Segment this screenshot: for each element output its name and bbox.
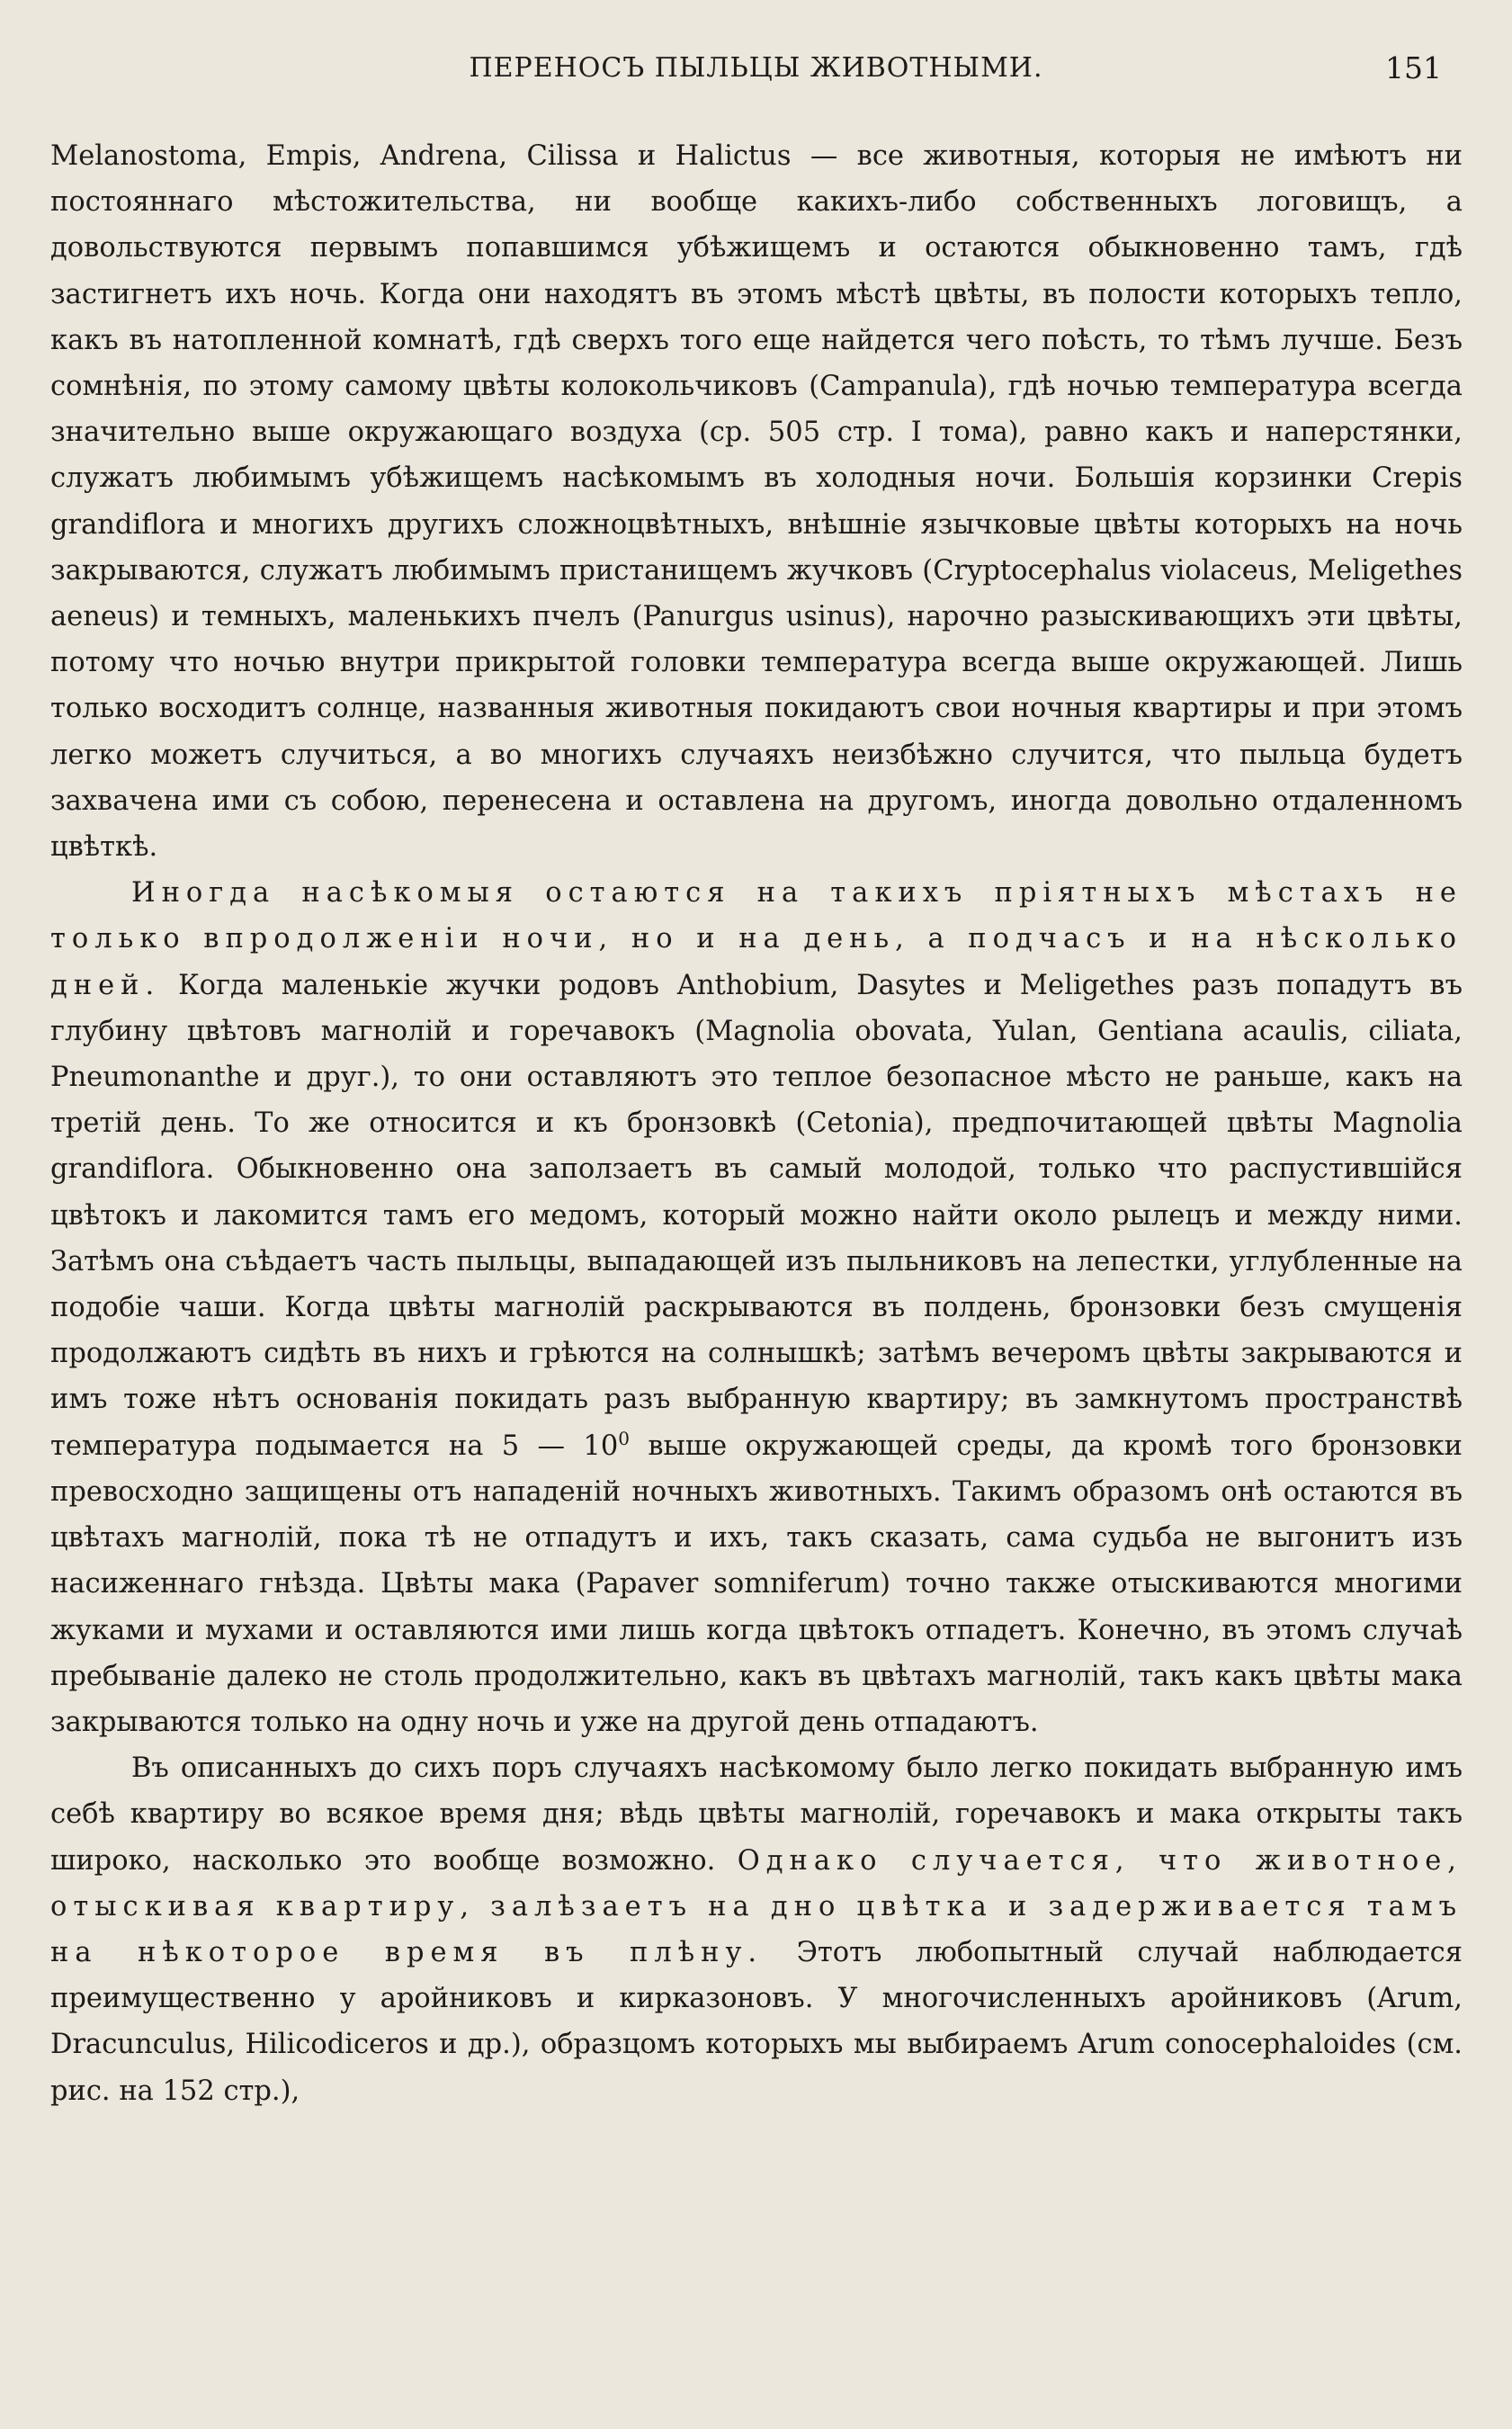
- running-head: [45, 36, 1467, 99]
- paragraph-2-emphasis: Иногда насѣкомыя остаются на такихъ пріятныхъ мѣстахъ не только впродолженіи ночи, но и на день, а подчасъ и на нѣсколько дней.: [50, 877, 1463, 1001]
- paragraph-2-text-a: Когда маленькіе жучки родовъ Anthobium, Dasytes и Meligethes разъ попадутъ въ глубину цвѣтовъ магнолій и горечавокъ (Magnolia obovata, Yulan, Gentiana acaulis, ciliata, Pneumonanthe и друг.), то они оставляютъ это теплое безопасное мѣсто не раньше, какъ на третій день. То же относится и къ бронзовкѣ (Cetonia), предпочитающей цвѣты Magnolia grandiflora. Обыкновенно она заползаетъ въ самый молодой, только что распустившійся цвѣтокъ и лакомится тамъ его медомъ, который можно найти около рылецъ и между ними. Затѣмъ она съѣдаетъ часть пыльцы, выпадающей изъ пыльниковъ на лепестки, углубленные на подобіе чаши. Когда цвѣты магнолій раскрываются въ полдень, бронзовки безъ смущенія продолжаютъ сидѣть въ нихъ и грѣются на солнышкѣ; затѣмъ вечеромъ цвѣты закрываются и имъ тоже нѣтъ основанія покидать разъ выбранную квартиру; въ замкнутомъ пространствѣ температура подымается на 5 — 10: [50, 969, 1463, 1462]
- paragraph-3: [50, 1745, 1463, 2114]
- degree-superscript: 0: [618, 1427, 630, 1449]
- paragraph-3-emphasis: Однако случается, что животное, отыскивая квартиру, залѣзаетъ на дно цвѣтка и задерживается тамъ на нѣкоторое время въ плѣну.: [50, 1844, 1463, 1968]
- paragraph-1: Melanostoma, Empis, Andrena, Cilissa и Halictus — все животныя, которыя не имѣютъ ни постояннаго мѣстожительства, ни вообще какихъ-либо собственныхъ логовищъ, а довольствуются первымъ попавшимся убѣжищемъ и остаются обыкновенно тамъ, гдѣ застигнетъ ихъ ночь. Когда они находятъ въ этомъ мѣстѣ цвѣты, въ полости которыхъ тепло, какъ въ натопленной комнатѣ, гдѣ сверхъ того еще найдется чего поѣсть, то тѣмъ лучше. Безъ сомнѣнія, по этому самому цвѣты колокольчиковъ (Campanula), гдѣ ночью температура всегда значительно выше окружающаго воздуха (ср. 505 стр. I тома), равно какъ и наперстянки, служатъ любимымъ убѣжищемъ насѣкомымъ въ холодныя ночи. Большія корзинки Crepis grandiflora и многихъ другихъ сложноцвѣтныхъ, внѣшніе язычковые цвѣты которыхъ на ночь закрываются, служатъ любимымъ пристанищемъ жучковъ (Cryptocephalus violaceus, Meligethes aeneus) и темныхъ, маленькихъ пчелъ (Panurgus usinus), нарочно разыскивающихъ эти цвѣты, потому что ночью внутри прикрытой головки температура всегда выше окружающей. Лишь только восходитъ солнце, названныя животныя покидаютъ свои ночныя квартиры и при этомъ легко можетъ случиться, а во многихъ случаяхъ неизбѣжно случится, что пыльца будетъ захвачена ими съ собою, перенесена и оставлена на другомъ, иногда довольно отдаленномъ цвѣткѣ.: [50, 140, 1463, 864]
- body-text: [50, 133, 1463, 2114]
- paragraph-3-text-b: Этотъ любопытный случай наблюдается преимущественно у аройниковъ и кирказоновъ. У многочисленныхъ аройниковъ (Arum, Dracunculus, Hilicodiceros и др.), образцомъ которыхъ мы выбираемъ Arum conocephaloides (см. рис. на 152 стр.),: [50, 1936, 1463, 2107]
- running-title: ПЕРЕНОСЪ ПЫЛЬЦЫ ЖИВОТНЫМИ.: [469, 52, 1043, 84]
- page-number: 151: [1385, 50, 1442, 85]
- paragraph-2: [50, 870, 1463, 1745]
- paragraph-2-text-b: выше окружающей среды, да кромѣ того бронзовки превосходно защищены отъ нападеній ночныхъ животныхъ. Такимъ образомъ онѣ остаются въ цвѣтахъ магнолій, пока тѣ не отпадутъ и ихъ, такъ сказать, сама судьба не выгонитъ изъ насиженнаго гнѣзда. Цвѣты мака (Papaver somniferum) точно также отыскиваются многими жуками и мухами и оставляются ими лишь когда цвѣтокъ отпадетъ. Конечно, въ этомъ случаѣ пребываніе далеко не столь продолжительно, какъ въ цвѣтахъ магнолій, такъ какъ цвѣты мака закрываются только на одну ночь и уже на другой день отпадаютъ.: [50, 1430, 1463, 1738]
- paragraph-3-text-a: Въ описанныхъ до сихъ поръ случаяхъ насѣкомому было легко покидать выбранную имъ себѣ квартиру во всякое время дня; вѣдь цвѣты магнолій, горечавокъ и мака открыты такъ широко, насколько это вообще возможно.: [50, 1752, 1463, 1877]
- book-page: [45, 36, 1467, 2393]
